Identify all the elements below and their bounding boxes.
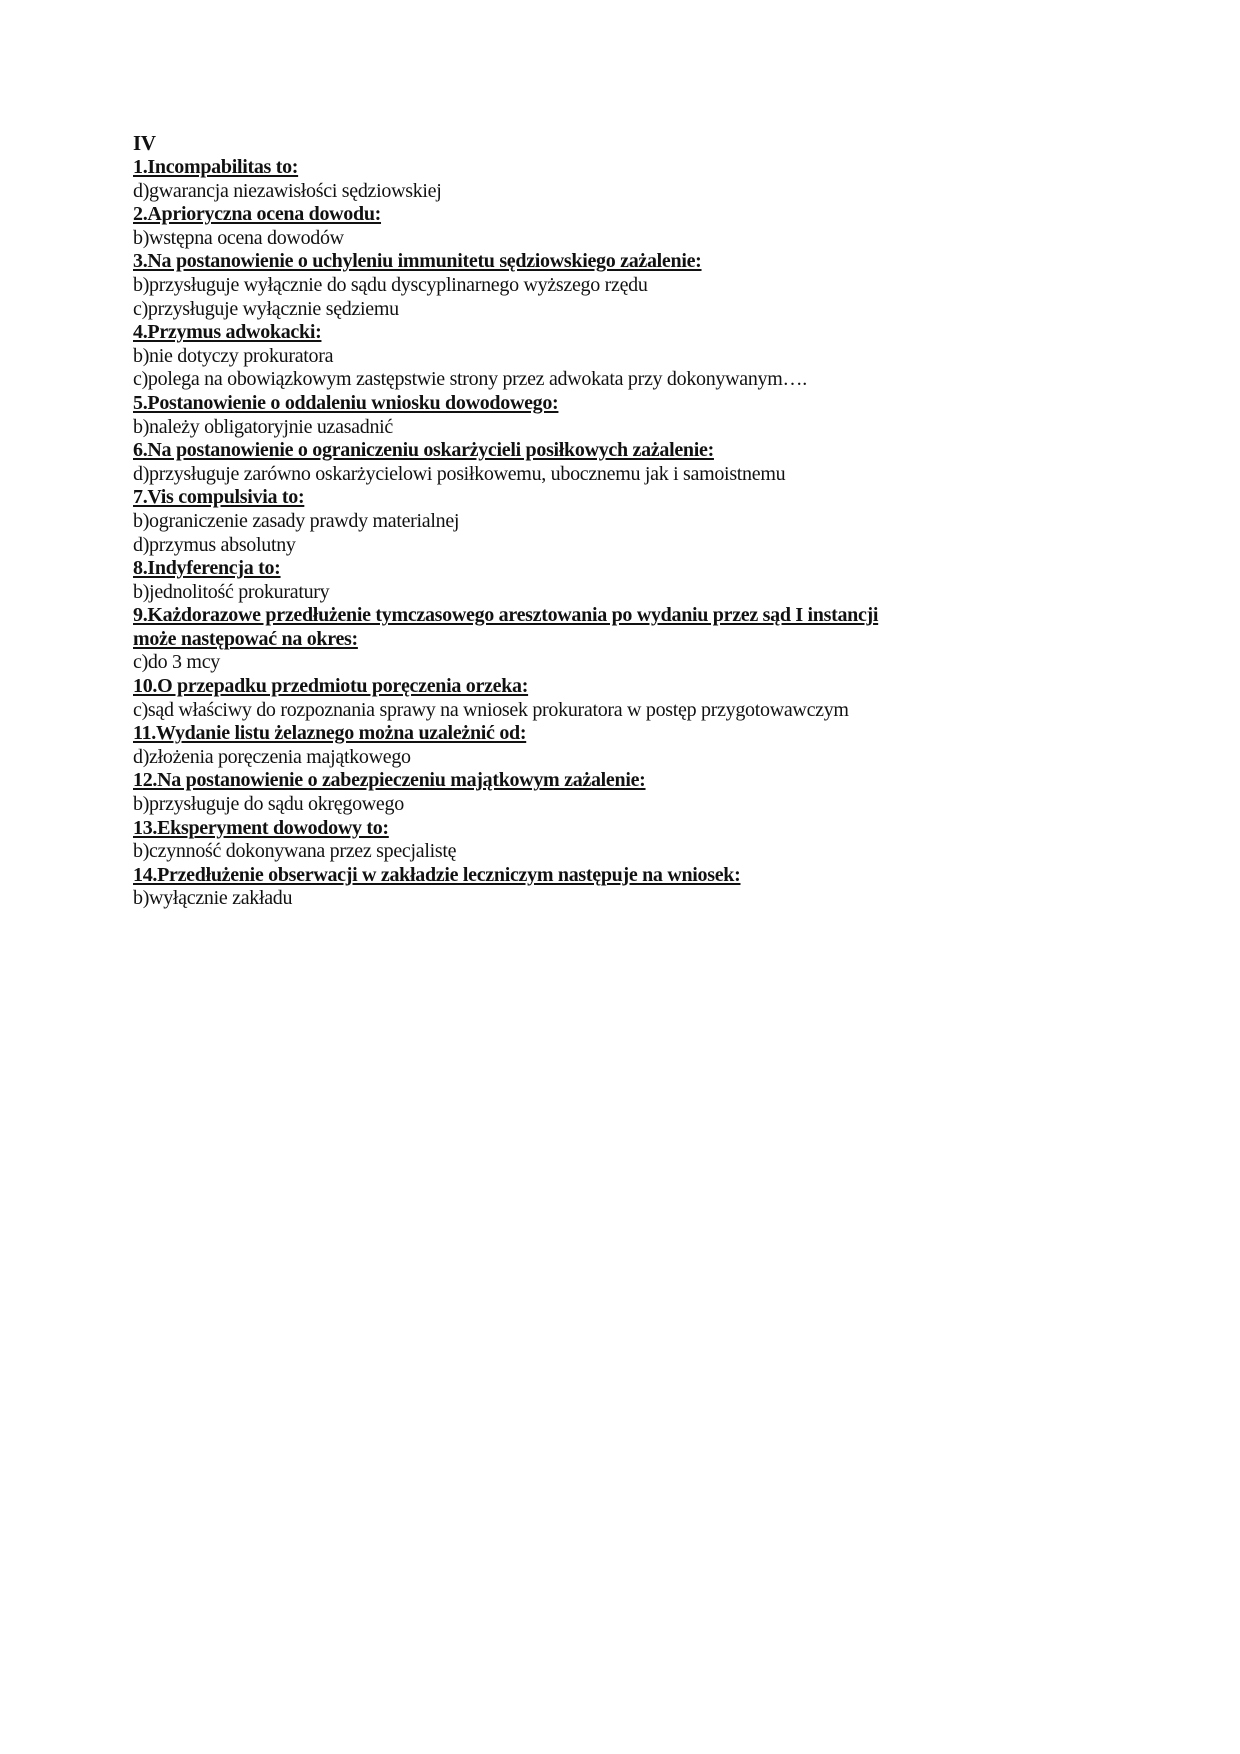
document-content bbox=[133, 130, 1133, 911]
answer-7d: d)przymus absolutny bbox=[133, 533, 296, 556]
question-8: 8.Indyferencja to: bbox=[133, 557, 281, 580]
question-9-line-2: może następować na okres: bbox=[133, 627, 358, 650]
answer-9c: c)do 3 mcy bbox=[133, 651, 220, 674]
answer-4c: c)polega na obowiązkowym zastępstwie strony przez adwokata przy dokonywanym…. bbox=[133, 368, 807, 391]
question-9-line-1: 9.Każdorazowe przedłużenie tymczasowego aresztowania po wydaniu przez sąd I instancji bbox=[133, 604, 879, 627]
question-6: 6.Na postanowienie o ograniczeniu oskarżycieli posiłkowych zażalenie: bbox=[133, 439, 714, 462]
answer-3b: b)przysługuje wyłącznie do sądu dyscyplinarnego wyższego rzędu bbox=[133, 273, 648, 296]
answer-1d: d)gwarancja niezawisłości sędziowskiej bbox=[133, 179, 442, 202]
question-10: 10.O przepadku przedmiotu poręczenia orzeka: bbox=[133, 675, 529, 698]
answer-3c: c)przysługuje wyłącznie sędziemu bbox=[133, 297, 399, 320]
answer-12b: b)przysługuje do sądu okręgowego bbox=[133, 793, 404, 816]
section-title: IV bbox=[133, 131, 156, 155]
answer-10c: c)sąd właściwy do rozpoznania sprawy na wniosek prokuratora w postęp przygotowawczym bbox=[133, 698, 849, 721]
question-1: 1.Incompabilitas to: bbox=[133, 156, 299, 178]
answer-8b: b)jednolitość prokuratury bbox=[133, 580, 330, 603]
question-12: 12.Na postanowienie o zabezpieczeniu majątkowym zażalenie: bbox=[133, 769, 646, 792]
question-13: 13.Eksperyment dowodowy to: bbox=[133, 816, 389, 839]
answer-7b: b)ograniczenie zasady prawdy materialnej bbox=[133, 509, 460, 532]
question-14: 14.Przedłużenie obserwacji w zakładzie leczniczym następuje na wniosek: bbox=[133, 863, 741, 886]
question-4: 4.Przymus adwokacki: bbox=[133, 321, 322, 344]
answer-14b: b)wyłącznie zakładu bbox=[133, 887, 293, 910]
question-2: 2.Aprioryczna ocena dowodu: bbox=[133, 203, 382, 226]
answer-5b: b)należy obligatoryjnie uzasadnić bbox=[133, 415, 393, 438]
answer-4b: b)nie dotyczy prokuratora bbox=[133, 344, 334, 367]
question-11: 11.Wydanie listu żelaznego można uzależnić od: bbox=[133, 722, 527, 745]
question-3: 3.Na postanowienie o uchyleniu immunitetu sędziowskiego zażalenie: bbox=[133, 250, 702, 273]
question-7: 7.Vis compulsivia to: bbox=[133, 486, 305, 509]
answer-2b: b)wstępna ocena dowodów bbox=[133, 226, 344, 249]
question-5: 5.Postanowienie o oddaleniu wniosku dowodowego: bbox=[133, 391, 559, 414]
answer-13b: b)czynność dokonywana przez specjalistę bbox=[133, 840, 457, 863]
answer-6d: d)przysługuje zarówno oskarżycielowi posiłkowemu, ubocznemu jak i samoistnemu bbox=[133, 462, 786, 485]
answer-11d: d)złożenia poręczenia majątkowego bbox=[133, 745, 411, 768]
